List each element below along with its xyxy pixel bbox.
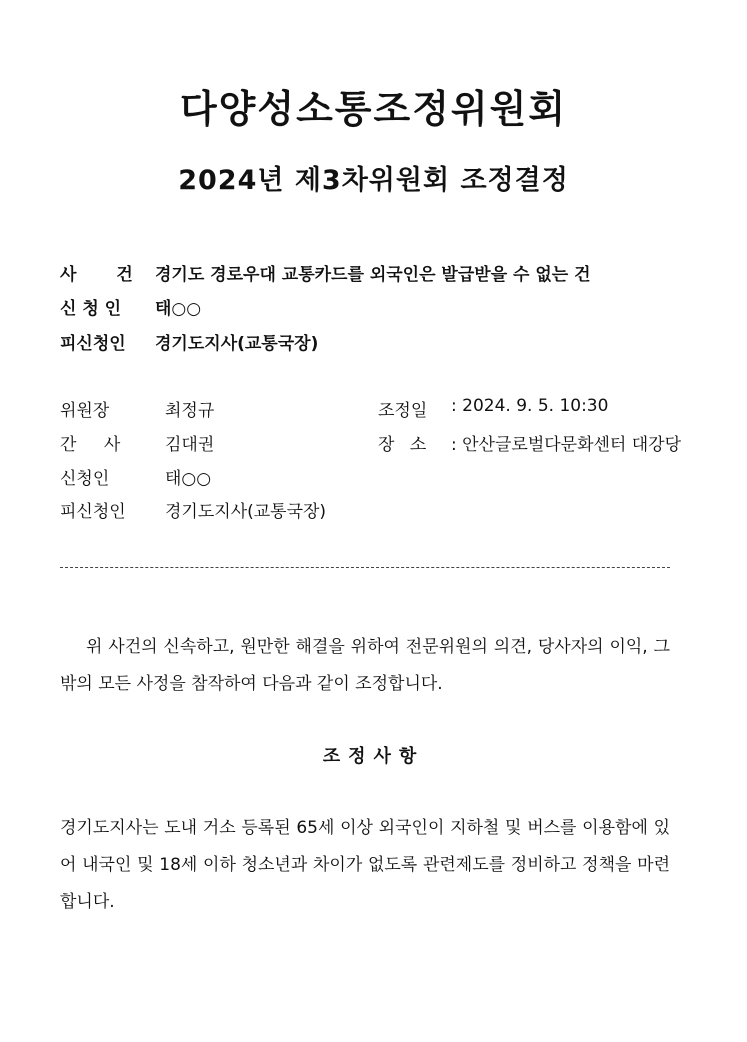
chair-value: 최정규 [165, 401, 215, 421]
case-applicant-value: 태○○ [155, 299, 202, 319]
place-label: 장 소 [378, 435, 427, 455]
decision-paragraph: 경기도지사는 도내 거소 등록된 65세 이상 외국인이 지하철 및 버스를 이용함에 있어 내국인 및 18세 이하 청소년과 차이가 없도록 관련제도를 정비하고 정책을 마련합니다. [60, 818, 670, 912]
date-value: : 2024. 9. 5. 10:30 [451, 396, 609, 416]
meeting-respondent-value: 경기도지사(교통국장) [165, 502, 327, 522]
case-applicant-label: 신 청 인 [60, 299, 122, 319]
secretary-value: 김대권 [165, 435, 215, 455]
document-subtitle: 2024년 제3차위원회 조정결정 [178, 165, 569, 196]
case-subject-label: 사 건 [60, 265, 135, 285]
case-subject-value: 경기도 경로우대 교통카드를 외국인은 발급받을 수 없는 건 [155, 265, 591, 285]
meeting-respondent-label: 피신청인 [60, 502, 126, 522]
intro-paragraph: 위 사건의 신속하고, 원만한 해결을 위하여 전문위원의 의견, 당사자의 이익, 그 밖의 모든 사정을 참작하여 다음과 같이 조정합니다. [60, 637, 670, 694]
secretary-label: 간 사 [60, 435, 121, 455]
dashed-divider [60, 567, 670, 568]
meeting-applicant-value: 태○○ [165, 469, 212, 489]
case-respondent-value: 경기도지사(교통국장) [155, 334, 319, 354]
document-title: 다양성소통조정위원회 [179, 87, 568, 131]
place-value: : 안산글로벌다문화센터 대강당 [451, 435, 682, 455]
case-respondent-label: 피신청인 [60, 334, 126, 354]
section-heading: 조정사항 [322, 746, 425, 767]
chair-label: 위원장 [60, 401, 110, 421]
date-label: 조정일 [378, 401, 428, 421]
meeting-applicant-label: 신청인 [60, 469, 110, 489]
